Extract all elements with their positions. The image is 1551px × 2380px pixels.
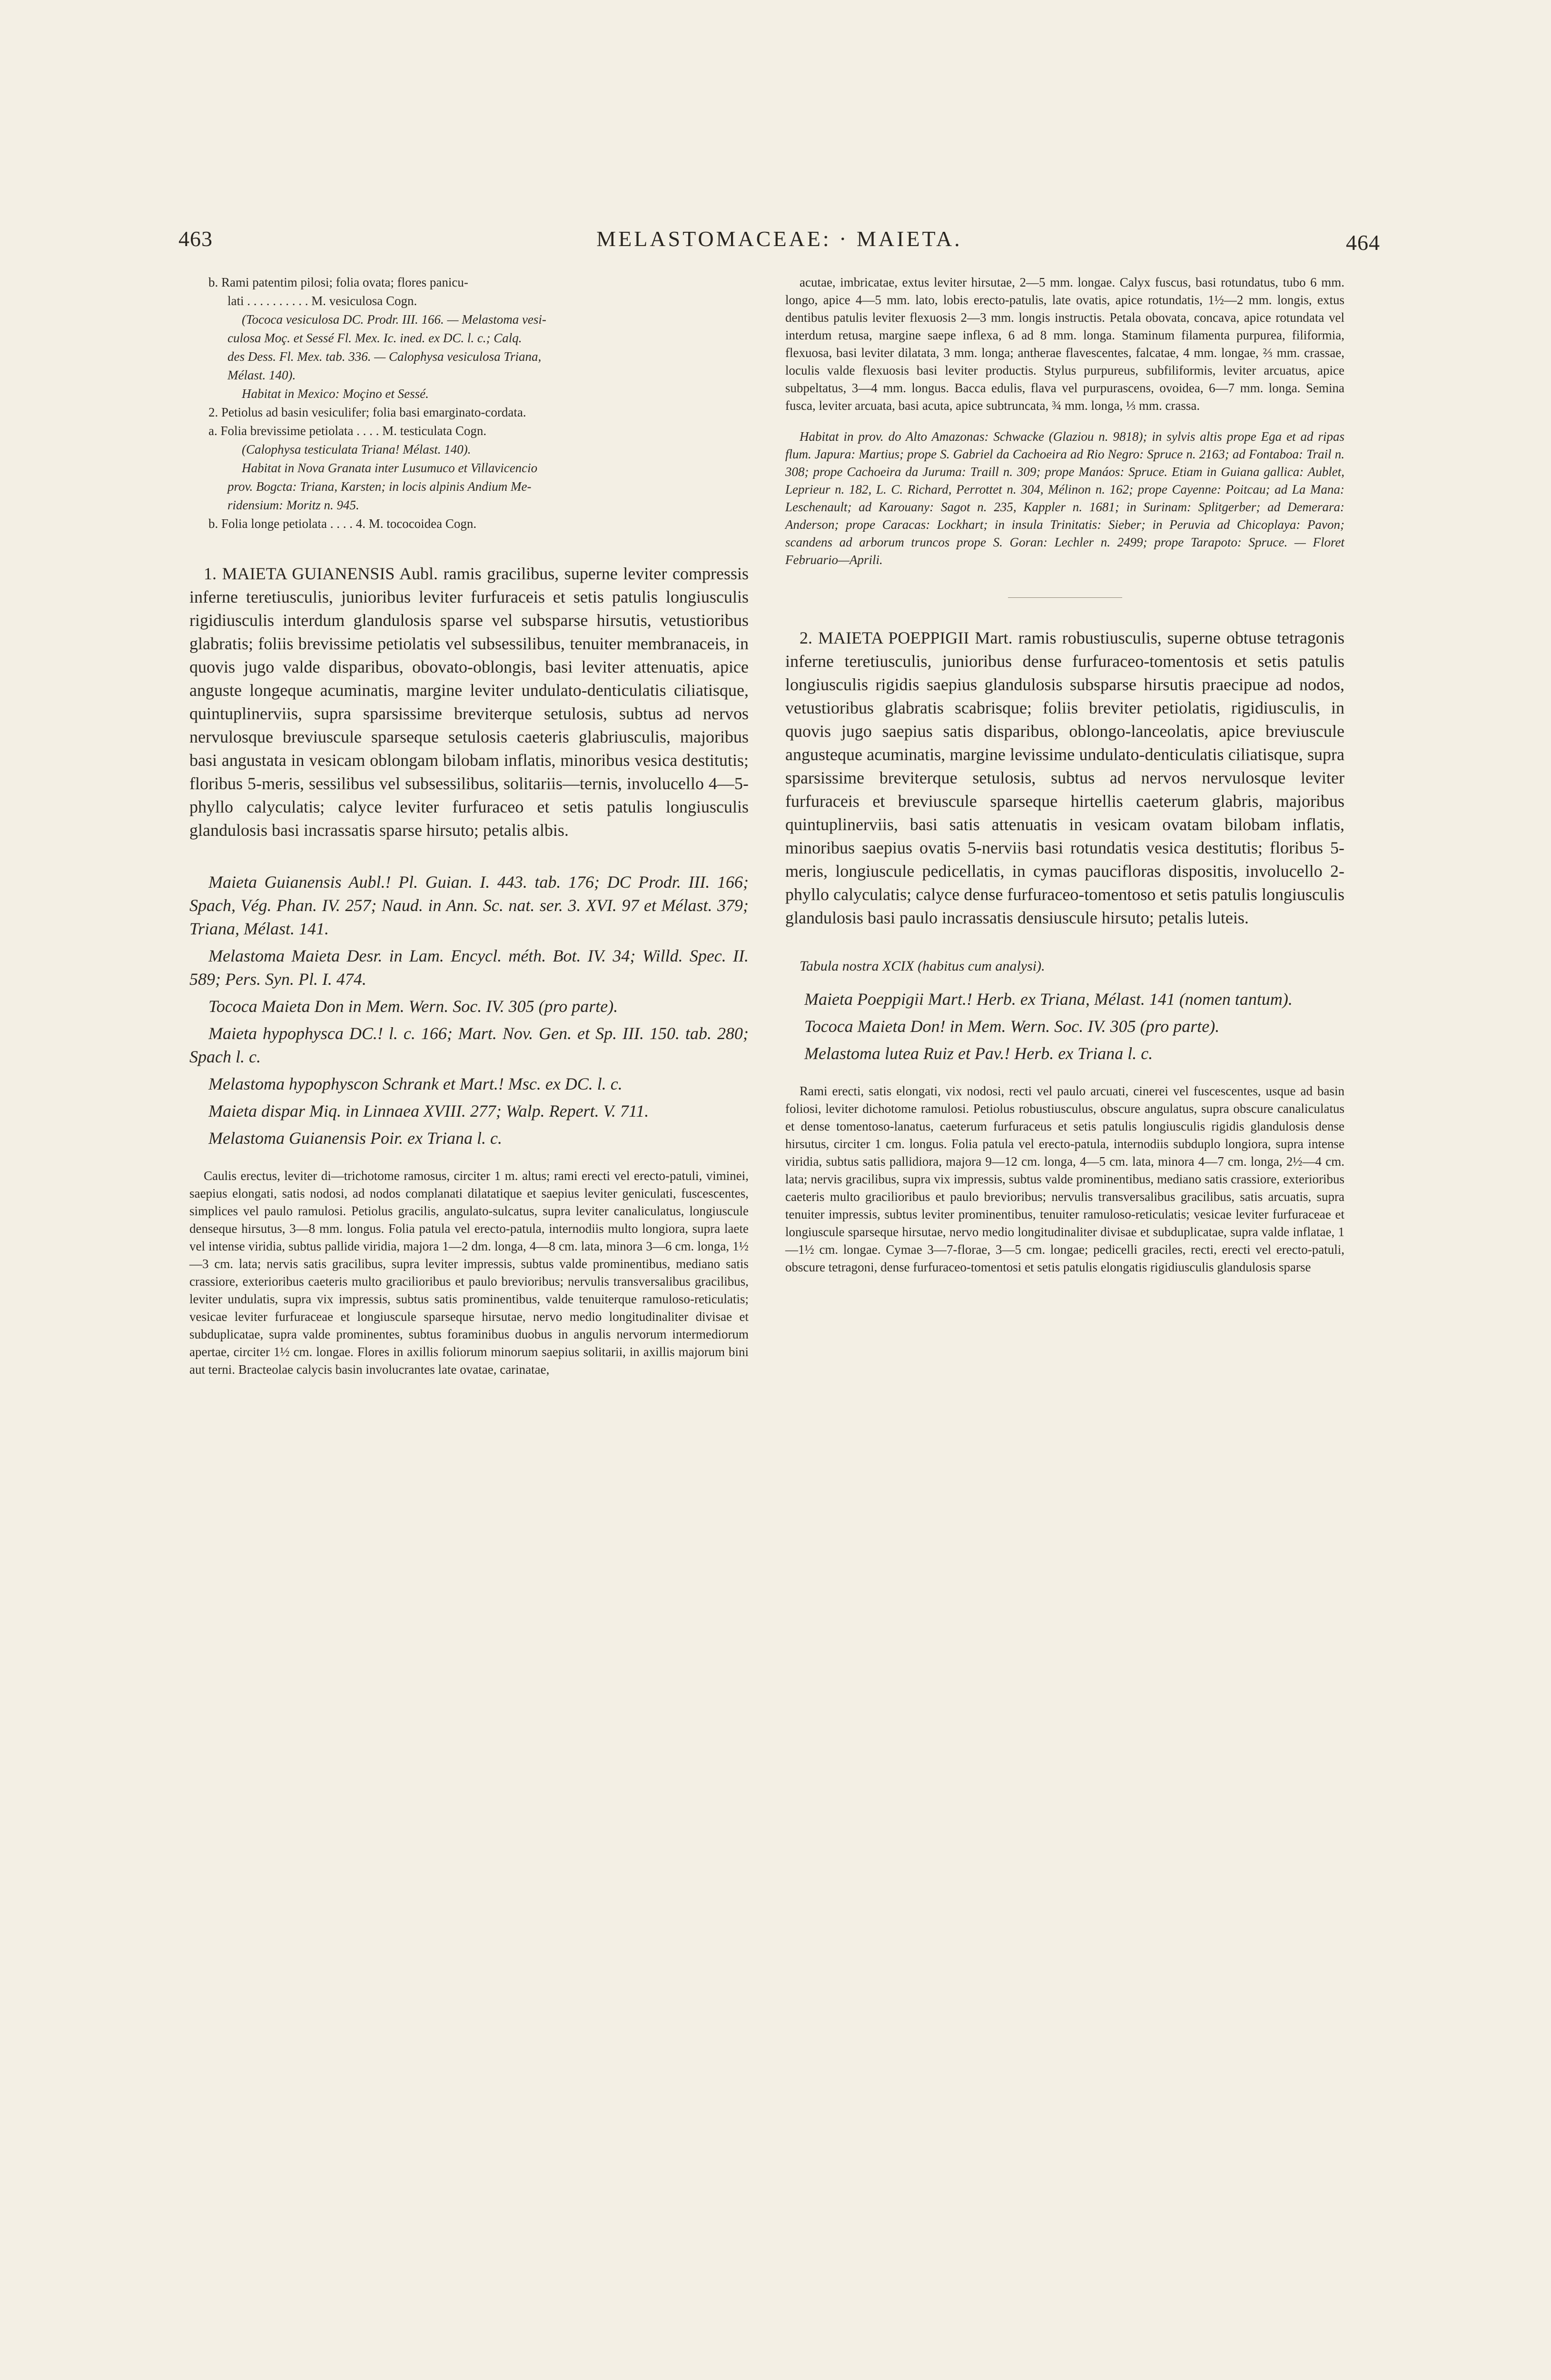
key-line: 2. Petiolus ad basin vesiculifer; folia basi emarginato-cordata. bbox=[208, 405, 526, 419]
synonym-entry: Maieta Guianensis Aubl.! Pl. Guian. I. 443. tab. 176; DC Prodr. III. 166; Spach, Vég. Phan. IV. 257; Naud. in Ann. Sc. nat. ser. 3. XVI. 97 et Mélast. 379; Triana, Mélast. 141. bbox=[189, 873, 749, 938]
species-1-habitat: Habitat in prov. do Alto Amazonas: Schwacke (Glaziou n. 9818); in sylvis altis prope Ega et ad ripas flum. Japura: Martius; prope S. Gabriel da Cachoeira ad Rio Negro: Spruce n. 2163; ad Fontaboa: Trail n. 308; prope Cachoeira da Juruma: Traill n. 309; prope Manáos: Spruce. Etiam in Guiana gallica: Aublet, Leprieur n. 182, L. C. Richard, Perrottet n. 304, Mélinon n. 162; prope Cayenne: Poitcau; ad La Mana: Leschenault; ad Karouany: Sagot n. 235, Kappler n. 1681; in Surinam: Splitgerber; ad Demerara: Anderson; prope Caracas: Lockhart; in insula Trinitatis: Sieber; in Peruvia ad Chicoplaya: Pavon; scandens ad arborum truncos prope S. Goran: Lechler n. 2499; prope Tarapoto: Spruce. — Floret Februario—Aprili. bbox=[785, 429, 1344, 567]
species-key bbox=[189, 274, 749, 533]
synonym-entry: Melastoma lutea Ruiz et Pav.! Herb. ex Triana l. c. bbox=[804, 1044, 1153, 1063]
species-2-description: Rami erecti, satis elongati, vix nodosi, recti vel paulo arcuati, cinerei vel fuscescentes, usque ad basin foliosi, leviter dichotome ramulosi. Petiolus robustiusculus, obscure angulatus, supra obscure canaliculatus et dense tomentoso-lanatus, caeterum furfuraceus et setis patulis longiusculis rigidis glandulosis dense hirsutus, circiter 1 cm. longus. Folia patula vel erecto-patula, internodiis subduplo longiora, supra intense viridia, subtus satis pallidiora, majora 9—12 cm. longa, 4—5 cm. lata, minora 4—7 cm. longa, 2½—4 cm. lata; nervis gracilibus, supra vix impressis, subtus valde prominentibus, mediano satis crassiore, exterioribus caeteris multo gracilioribus et paulo brevioribus; nervulis transversalibus gracilibus, satis arcuatis, supra tenuiter impressis, subtus leviter prominentibus, tenuiter ramuloso-reticulatis; vesicae leviter furfuraceae et longiuscule sparseque hirsutae, nervo medio longitudinaliter divisae et subduplicatae, supra valde inflatae, 1—1½ cm. longae. Cymae 3—7-florae, 3—5 cm. longae; pedicelli graciles, recti, erecti vel erecto-patuli, obscure tetragoni, dense furfuraceo-tomentosi et setis patulis elongatis rigidiusculis glandulosis sparse bbox=[785, 1084, 1344, 1274]
synonym-entry: Maieta dispar Miq. in Linnaea XVIII. 277; Walp. Repert. V. 711. bbox=[208, 1101, 649, 1121]
key-line: lati . . . . . . . . . . M. vesiculosa Cogn. bbox=[227, 294, 417, 308]
synonym-entry: Tococa Maieta Don! in Mem. Wern. Soc. IV. 305 (pro parte). bbox=[804, 1017, 1220, 1036]
species-2-diagnosis: 2. MAIETA POEPPIGII Mart. ramis robustiusculis, superne obtuse tetragonis inferne teretiusculis, junioribus dense furfuraceo-tomentosis et setis patulis longiusculis rigidis saepius glandulosis subsparse hirsutis praecipue ad nodos, vetustioribus glabratis scabrisque; foliis breviter petiolatis, rigidiusculis, in quovis jugo saepius satis disparibus, oblongo-lanceolatis, apice breviuscule angusteque acuminatis, margine levissime undulato-denticulatis ciliatisque, supra sparsissime breviterque setulosis, subtus ad nervos nervulosque leviter furfuraceis et breviuscule sparseque hirtellis caeterum glabris, majoribus quintuplinerviis, basi satis attenuatis in vesicam ovatam bilobam inflatis, minoribus saepius ovatis 5-nerviis basi rotundatis vesica destitutis; floribus 5-meris, longiuscule pedicellatis, in cymas paucifloras dispositis, involucello 2-phyllo calyculatis; calyce dense furfuraceo-tomentoso et setis patulis longiusculis glandulosis basi paulo incrassatis densiuscule hirsuto; petalis luteis. bbox=[785, 628, 1344, 927]
species-1-description: Caulis erectus, leviter di—trichotome ramosus, circiter 1 m. altus; rami erecti vel erecto-patuli, viminei, saepius elongati, satis nodosi, ad nodos complanati dilatatique et saepius leviter geniculati, fuscescentes, simplices vel paulo ramulosi. Petiolus gracilis, angulato-sulcatus, supra leviter canaliculatus, longiuscule denseque hirsutus, 3—8 mm. longus. Folia patula vel erecto-patula, internodiis multo longiora, supra laete vel intense viridia, subtus pallide viridia, majora 1—2 dm. longa, 4—8 cm. lata, minora 3—6 cm. longa, 1½—3 cm. lata; nervis satis gracilibus, supra leviter impressis, subtus valde prominentibus, mediano satis crassiore, exterioribus caeteris multo gracilioribus et paulo brevioribus; nervulis transversalibus gracilibus, leviter undulatis, supra vix impressis, subtus satis prominentibus, valde tenuiterque ramuloso-reticulatis; vesicae leviter furfuraceae et longiuscule sparseque hirsutae, nervo medio longitudinaliter divisae et subduplicatae, supra valde prominentes, subtus foraminibus duobus in angulis nervorum intermediorum apertae, circiter 1½ cm. longae. Flores in axillis foliorum minorum saepius solitarii, in axillis majorum bini aut terni. Bracteolae calycis basin involucrantes late ovatae, carinatae, bbox=[189, 1169, 749, 1377]
synonym-entry: Maieta hypophysca DC.! l. c. 166; Mart. Nov. Gen. et Sp. III. 150. tab. 280; Spach l. c. bbox=[189, 1024, 749, 1066]
running-title: MELASTOMACEAE: · MAIETA. bbox=[596, 227, 962, 251]
key-line: (Tococa vesiculosa DC. Prodr. III. 166. — Melastoma vesi- bbox=[242, 312, 546, 327]
page-header bbox=[178, 226, 1380, 259]
synonym-entry: Maieta Poeppigii Mart.! Herb. ex Triana, Mélast. 141 (nomen tantum). bbox=[804, 990, 1293, 1009]
species-1-diagnosis: 1. MAIETA GUIANENSIS Aubl. ramis gracilibus, superne leviter compressis inferne teretiusculis, junioribus leviter furfuraceis et setis patulis longiusculis rigidiusculis interdum glandulosis sparse vel subsparse hirsutis, vetustioribus glabratis; foliis brevissime petiolatis vel subsessilibus, tenuiter membranaceis, in quovis jugo valde disparibus, obovato-oblongis, basi leviter attenuatis, apice anguste longeque acuminatis, margine leviter undulato-denticulatis ciliatisque, quintuplinerviis, supra sparsissime breviterque setulosis, subtus ad nervos nervulosque breviuscule sparseque setulosis caeteris glabriusculis, majoribus basi angustata in vesicam oblongam bilobam inflatis, minoribus vesica destitutis; floribus 5-meris, sessilibus vel subsessilibus, solitariis—ternis, involucello 4—5-phyllo calyculatis; calyce leviter furfuraceo et setis patulis longiusculis glandulosis basi incrassatis sparse hirsuto; petalis albis. bbox=[189, 564, 749, 840]
key-line: Habitat in Mexico: Moçino et Sessé. bbox=[242, 387, 429, 401]
key-line: culosa Moç. et Sessé Fl. Mex. Ic. ined. ex DC. l. c.; Calq. bbox=[227, 331, 522, 345]
species-1-synonyms bbox=[189, 871, 749, 1150]
key-line: b. Rami patentim pilosi; folia ovata; flores panicu- bbox=[208, 275, 468, 289]
species-2-synonyms bbox=[785, 988, 1344, 1065]
key-line: b. Folia longe petiolata . . . . 4. M. tococoidea Cogn. bbox=[208, 516, 477, 531]
key-line: ridensium: Moritz n. 945. bbox=[227, 498, 359, 512]
page-number-left: 463 bbox=[178, 227, 213, 251]
key-line: prov. Bogcta: Triana, Karsten; in locis alpinis Andium Me- bbox=[227, 479, 532, 494]
synonym-entry: Melastoma Maieta Desr. in Lam. Encycl. méth. Bot. IV. 34; Willd. Spec. II. 589; Pers. Syn. Pl. I. 474. bbox=[189, 946, 749, 989]
key-line: a. Folia brevissime petiolata . . . . M. testiculata Cogn. bbox=[208, 424, 487, 438]
synonym-entry: Tococa Maieta Don in Mem. Wern. Soc. IV. 305 (pro parte). bbox=[208, 997, 618, 1016]
species-1-description-continued: acutae, imbricatae, extus leviter hirsutae, 2—5 mm. longae. Calyx fuscus, basi rotundatus, tubo 6 mm. longo, apice 4—5 mm. lato, lobis erecto-patulis, late ovatis, apice rotundatis, 1½—2 mm. longis, extus dentibus patulis leviter flexuosis 2—3 mm. longis instructis. Petala obovata, concava, apice rotundata vel interdum retusa, margine saepe inflexa, 6 ad 8 mm. longa. Staminum filamenta purpurea, filiformia, flexuosa, basi leviter dilatata, 3 mm. longa; antherae flavescentes, falcatae, 4 mm. longae, ⅔ mm. crassae, loculis valde flexuosis basi leviter productis. Stylus purpureus, subfiliformis, leviter arcuatus, apice subpeltatus, 3—4 mm. longus. Bacca edulis, flava vel purpurascens, ovoidea, 6—7 mm. longa. Semina fusca, leviter arcuata, basi acuta, apice subtruncata, ¾ mm. longa, ⅓ mm. crassa. bbox=[785, 275, 1344, 413]
key-line: des Dess. Fl. Mex. tab. 336. — Calophysa vesiculosa Triana, bbox=[227, 349, 542, 364]
page-number-right: 464 bbox=[1346, 230, 1380, 255]
synonym-entry: Melastoma hypophyscon Schrank et Mart.! Msc. ex DC. l. c. bbox=[208, 1074, 622, 1093]
right-column bbox=[785, 274, 1344, 1276]
key-line: (Calophysa testiculata Triana! Mélast. 140). bbox=[242, 442, 471, 456]
left-column bbox=[189, 274, 749, 1378]
synonym-entry: Melastoma Guianensis Poir. ex Triana l. c. bbox=[208, 1129, 502, 1148]
plate-reference: Tabula nostra XCIX (habitus cum analysi). bbox=[800, 958, 1045, 974]
key-line: Mélast. 140). bbox=[227, 368, 296, 382]
key-line: Habitat in Nova Granata inter Lusumuco et Villavicencio bbox=[242, 461, 538, 475]
